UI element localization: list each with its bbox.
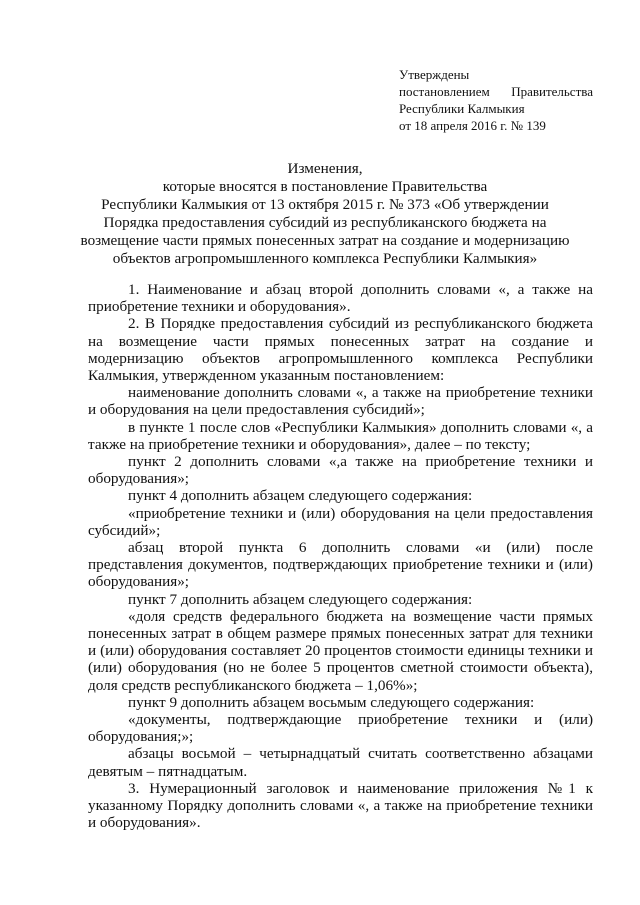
body-paragraph: абзац второй пункта 6 дополнить словами «и (или) после представления документов, подтверждающих приобретение техники и (или) оборудования»;: [88, 539, 593, 591]
body-paragraph: 1. Наименование и абзац второй дополнить словами «, а также на приобретение техники и оборудования».: [88, 281, 593, 316]
approval-line-2-left: постановлением: [399, 84, 490, 99]
body-paragraph: в пункте 1 после слов «Республики Калмыкия» дополнить словами «, а также на приобретение техники и оборудования», далее – по тексту;: [88, 418, 593, 453]
document-body: [88, 281, 593, 832]
heading-line: объектов агропромышленного комплекса Республики Калмыкия»: [112, 250, 538, 267]
body-paragraph: пункт 4 дополнить абзацем следующего содержания:: [128, 487, 473, 505]
body-paragraph: 3. Нумерационный заголовок и наименование приложения №1 к указанному Порядку дополнить словами «, а также на приобретение техники и оборудования».: [88, 779, 593, 832]
body-paragraph: пункт 7 дополнить абзацем следующего содержания:: [128, 590, 473, 608]
approval-stamp: [399, 66, 593, 134]
body-paragraph: «доля средств федерального бюджета на возмещение части прямых понесенных затрат в общем размере прямых понесенных затрат для техники и (или) оборудования составляет 20 процентов стоимости единицы техники и (или) оборудования (но не более 5 процентов сметной стоимости объекта), доля средств республиканского бюджета – 1,06%»;: [88, 607, 593, 694]
approval-line-2: [399, 83, 593, 100]
approval-line-1: Утверждены: [399, 67, 470, 82]
body-paragraph: «приобретение техники и (или) оборудования на цели предоставления субсидий»;: [88, 504, 593, 539]
body-paragraph: 2. В Порядке предоставления субсидий из республиканского бюджета на возмещение части прямых понесенных затрат на создание и модернизацию объектов агропромышленного комплекса Республики Калмыкия, утвержденном указанным постановлением:: [88, 315, 593, 385]
body-paragraph: пункт 9 дополнить абзацем восьмым следующего содержания:: [128, 693, 535, 711]
approval-line-4: от 18 апреля 2016 г. № 139: [399, 118, 546, 133]
body-paragraph: пункт 2 дополнить словами «,а также на приобретение техники и оборудования»;: [88, 453, 593, 488]
body-paragraph: абзацы восьмой – четырнадцатый считать соответственно абзацами девятым – пятнадцатым.: [88, 745, 593, 780]
body-paragraph: «документы, подтверждающие приобретение техники и (или) оборудования;»;: [88, 711, 593, 746]
heading-line: возмещение части прямых понесенных затрат на создание и модернизацию: [80, 232, 570, 249]
document-heading: [80, 160, 570, 268]
heading-line: Республики Калмыкия от 13 октября 2015 г. № 373 «Об утверждении: [101, 196, 549, 213]
heading-line: Порядка предоставления субсидий из республиканского бюджета на: [103, 214, 547, 231]
heading-title: Изменения,: [287, 160, 363, 177]
approval-line-2-right: Правительства: [511, 84, 593, 99]
body-paragraph: наименование дополнить словами «, а также на приобретение техники и оборудования на цели предоставления субсидий»;: [88, 384, 593, 419]
approval-line-3: Республики Калмыкия: [399, 101, 525, 116]
heading-line: которые вносятся в постановление Правительства: [162, 178, 488, 195]
